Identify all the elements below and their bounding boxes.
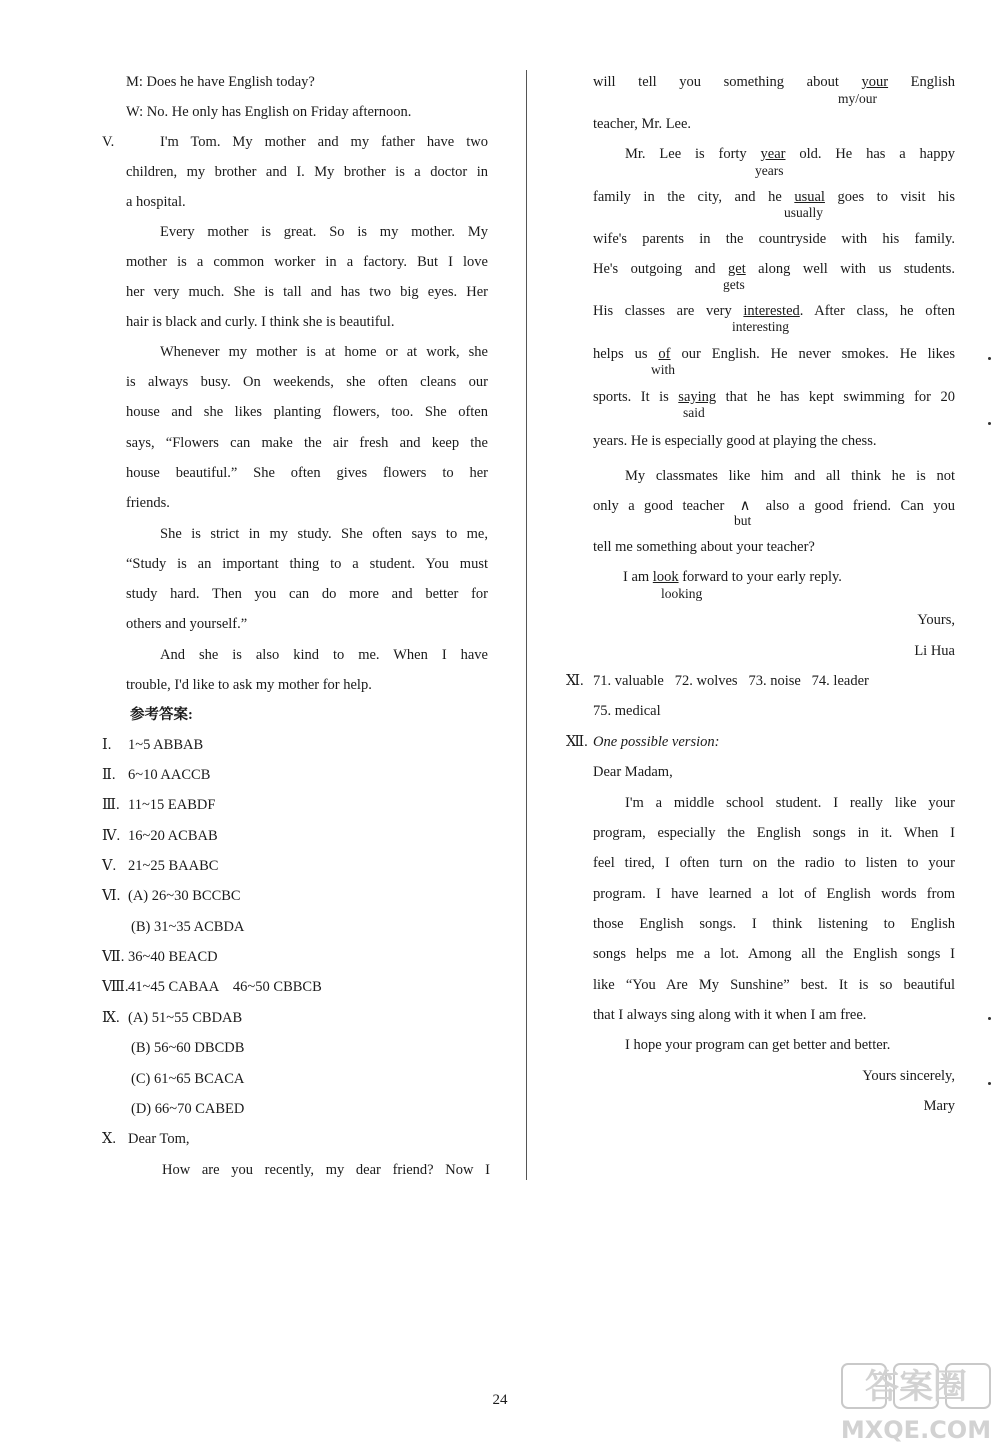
answer-text: 6~10 AACCB xyxy=(128,767,211,783)
answer-text: 11~15 EABDF xyxy=(128,797,216,813)
letter-line: songs helps me a lot. Among all the English songs I xyxy=(593,946,955,962)
passage-line: children, my brother and I. My brother is a doctor in xyxy=(126,164,488,180)
letter-line: I'm a middle school student. I really like your xyxy=(625,795,955,811)
letter-signer: Mary xyxy=(923,1098,955,1114)
letter-line: wife's parents in the countryside with his family. xyxy=(593,231,955,247)
letter-line: teacher, Mr. Lee. xyxy=(593,116,692,132)
scan-speck xyxy=(988,1017,991,1020)
letter-line: program, especially the English songs in it. When I xyxy=(593,825,955,841)
scan-speck xyxy=(988,422,991,425)
correction: with xyxy=(651,362,676,377)
correction: gets xyxy=(723,277,745,292)
answer-text: (A) 26~30 BCCBC xyxy=(128,888,241,904)
passage-line: hair is black and curly. I think she is beautiful. xyxy=(126,314,395,330)
answer-number: Ⅰ. xyxy=(102,737,112,753)
correction: my/our xyxy=(838,91,877,106)
letter-line: that I always sing along with it when I am free. xyxy=(593,1007,867,1023)
answer-number: Ⅷ. xyxy=(102,979,129,995)
passage-line: friends. xyxy=(126,495,170,511)
passage-line: And she is also kind to me. When I have xyxy=(160,647,488,663)
answer-text: 71. valuable 72. wolves 73. noise 74. leader xyxy=(593,673,869,689)
scan-speck xyxy=(988,1082,991,1085)
passage-line: a hospital. xyxy=(126,194,186,210)
letter-line: I am look forward to your early reply. xyxy=(623,569,842,585)
correction: years xyxy=(755,163,784,178)
version-label: One possible version: xyxy=(593,734,720,750)
passage-line: study hard. Then you can do more and better for xyxy=(126,586,488,602)
letter-signoff: Yours sincerely, xyxy=(862,1068,955,1084)
letter-signer: Li Hua xyxy=(914,643,955,659)
section-number: Ⅺ. xyxy=(566,673,584,689)
letter-line: those English songs. I think listening to English xyxy=(593,916,955,932)
passage-line: others and yourself.” xyxy=(126,616,248,632)
answer-text: 1~5 ABBAB xyxy=(128,737,204,753)
passage-line: Every mother is great. So is my mother. My xyxy=(160,224,488,240)
letter-salutation: Dear Madam, xyxy=(593,764,673,780)
answer-text: 36~40 BEACD xyxy=(128,949,218,965)
passage-line: Whenever my mother is at home or at work, she xyxy=(160,344,488,360)
answer-text: (D) 66~70 CABED xyxy=(131,1101,245,1117)
answer-heading: 参考答案: xyxy=(130,707,193,723)
passage-line: says, “Flowers can make the air fresh and keep the xyxy=(126,435,488,451)
correction: looking xyxy=(661,586,703,601)
correction: usually xyxy=(784,205,823,220)
answer-number: Ⅵ. xyxy=(102,888,121,904)
letter-line: My classmates like him and all think he is not xyxy=(625,468,955,484)
answer-number: Ⅹ. xyxy=(102,1131,116,1147)
correction: interesting xyxy=(732,319,789,334)
answer-text: 41~45 CABAA 46~50 CBBCB xyxy=(128,979,322,995)
passage-line: “Study is an important thing to a student. You must xyxy=(126,556,488,572)
passage-line: is always busy. On weekends, she often cleans our xyxy=(126,374,488,390)
answer-number: Ⅲ. xyxy=(102,797,120,813)
correction: but xyxy=(734,513,752,528)
letter-line: How are you recently, my dear friend? Now I xyxy=(162,1162,490,1178)
answer-text: (C) 61~65 BCACA xyxy=(131,1071,245,1087)
answer-text: (A) 51~55 CBDAB xyxy=(128,1010,243,1026)
letter-line: will tell you something about your English xyxy=(593,74,955,90)
answer-text: 21~25 BAABC xyxy=(128,858,219,874)
letter-line: family in the city, and he usual goes to visit his xyxy=(593,189,955,205)
passage-line: house and she likes planting flowers, too. She often xyxy=(126,404,488,420)
letter-line: helps us of our English. He never smokes. He likes xyxy=(593,346,955,362)
column-divider xyxy=(526,70,527,1180)
passage-line: trouble, I'd like to ask my mother for help. xyxy=(126,677,372,693)
section-number: V. xyxy=(102,134,115,150)
insertion-caret-icon: ∧ xyxy=(739,498,751,514)
letter-line: tell me something about your teacher? xyxy=(593,539,815,555)
watermark-url: MXQE.COM xyxy=(840,1416,992,1444)
letter-line: He's outgoing and get along well with us students. xyxy=(593,261,955,277)
page-number: 24 xyxy=(492,1392,508,1408)
answer-number: Ⅴ. xyxy=(102,858,117,874)
answer-number: Ⅸ. xyxy=(102,1010,120,1026)
answer-text: 16~20 ACBAB xyxy=(128,828,218,844)
letter-line: Mr. Lee is forty year old. He has a happy xyxy=(625,146,955,162)
answer-text: Dear Tom, xyxy=(128,1131,190,1147)
answer-number: Ⅳ. xyxy=(102,828,121,844)
watermark-text: 答案圈 xyxy=(865,1367,967,1407)
letter-line: I hope your program can get better and better. xyxy=(625,1037,891,1053)
scan-speck xyxy=(988,357,991,360)
passage-line: I'm Tom. My mother and my father have two xyxy=(160,134,488,150)
passage-line: her very much. She is tall and has two big eyes. Her xyxy=(126,284,488,300)
letter-line: feel tired, I often turn on the radio to listen to your xyxy=(593,855,955,871)
watermark-logo xyxy=(836,1360,996,1446)
section-number: Ⅻ. xyxy=(566,734,588,750)
dialog-line: M: Does he have English today? xyxy=(126,74,315,90)
answer-text: (B) 56~60 DBCDB xyxy=(131,1040,245,1056)
letter-line: like “You Are My Sunshine” best. It is so beautiful xyxy=(593,977,955,993)
passage-line: mother is a common worker in a factory. But I love xyxy=(126,254,488,270)
correction: said xyxy=(683,405,705,420)
letter-line: sports. It is saying that he has kept swimming for 20 xyxy=(593,389,956,405)
letter-signoff: Yours, xyxy=(917,612,955,628)
dialog-line: W: No. He only has English on Friday afternoon. xyxy=(126,104,412,120)
letter-line: program. I have learned a lot of English words from xyxy=(593,886,955,902)
answer-text: 75. medical xyxy=(593,703,661,719)
answer-number: Ⅶ. xyxy=(102,949,125,965)
passage-line: She is strict in my study. She often says to me, xyxy=(160,526,488,542)
letter-line: only a good teacher ∧ also a good friend. Can you xyxy=(593,498,955,514)
passage-line: house beautiful.” She often gives flowers to her xyxy=(126,465,488,481)
letter-line: years. He is especially good at playing the chess. xyxy=(593,433,877,449)
answer-text: (B) 31~35 ACBDA xyxy=(131,919,245,935)
letter-line: His classes are very interested. After class, he often xyxy=(593,303,955,319)
answer-number: Ⅱ. xyxy=(102,767,116,783)
